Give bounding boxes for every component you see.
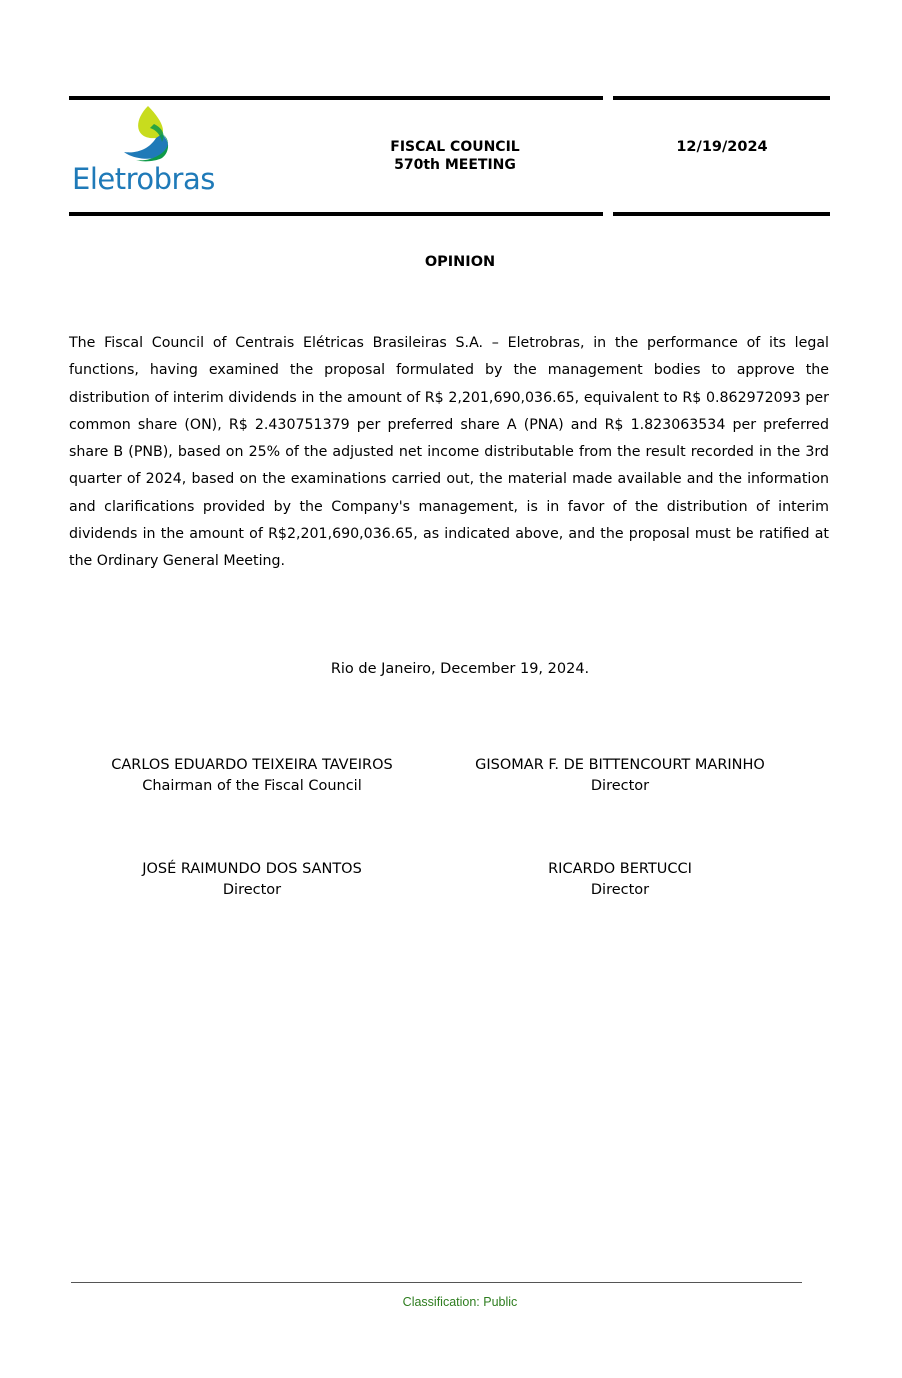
classification-label: Classification: Public [402,1295,518,1309]
signatory-2 [430,755,810,797]
signatory-name: CARLOS EDUARDO TEIXEIRA TAVEIROS [111,757,393,773]
signatory-name: JOSÉ RAIMUNDO DOS SANTOS [142,861,362,877]
signatory-role: Director [590,778,650,794]
eletrobras-flame-icon [70,104,230,166]
signatory-3 [62,859,442,901]
header-top-rule-right [613,96,830,100]
signatory-name: GISOMAR F. DE BITTENCOURT MARINHO [475,757,765,773]
signatory-4 [430,859,810,901]
header-bottom-rule-left [69,212,603,216]
header-top-rule-left [69,96,603,100]
place-date: Rio de Janeiro, December 19, 2024. [330,661,590,677]
meeting-title [335,138,575,174]
logo-wordmark: Eletrobras [72,162,215,196]
header-bottom-rule-right [613,212,830,216]
meeting-title-line2: 570th MEETING [394,157,516,173]
meeting-date: 12/19/2024 [676,139,768,155]
eletrobras-logo [70,104,230,202]
opinion-heading: OPINION [424,254,496,270]
opinion-body: The Fiscal Council of Centrais Elétricas Brasileiras S.A. – Eletrobras, in the performance of its legal functions, having examined the proposal formulated by the management bodies to approve the distribution of interim dividends in the amount of R$ 2,201,690,036.65, equivalent to R$ 0.862972093 per common share (ON), R$ 2.430751379 per preferred share A (PNA) and R$ 1.823063534 per preferred share B (PNB), based on 25% of the adjusted net income distributable from the result recorded in the 3rd quarter of 2024, based on the examinations carried out, the material made available and the information and clarifications provided by the Company's management, is in favor of the distribution of interim dividends in the amount of R$2,201,690,036.65, as indicated above, and the proposal must be ratified at the Ordinary General Meeting. [69,335,829,570]
signatory-name: RICARDO BERTUCCI [548,861,692,877]
signatory-1 [62,755,442,797]
signatory-role: Chairman of the Fiscal Council [142,778,362,794]
signatory-role: Director [590,882,650,898]
footer-rule [71,1282,802,1283]
signatory-role: Director [222,882,282,898]
meeting-title-line1: FISCAL COUNCIL [390,139,520,155]
